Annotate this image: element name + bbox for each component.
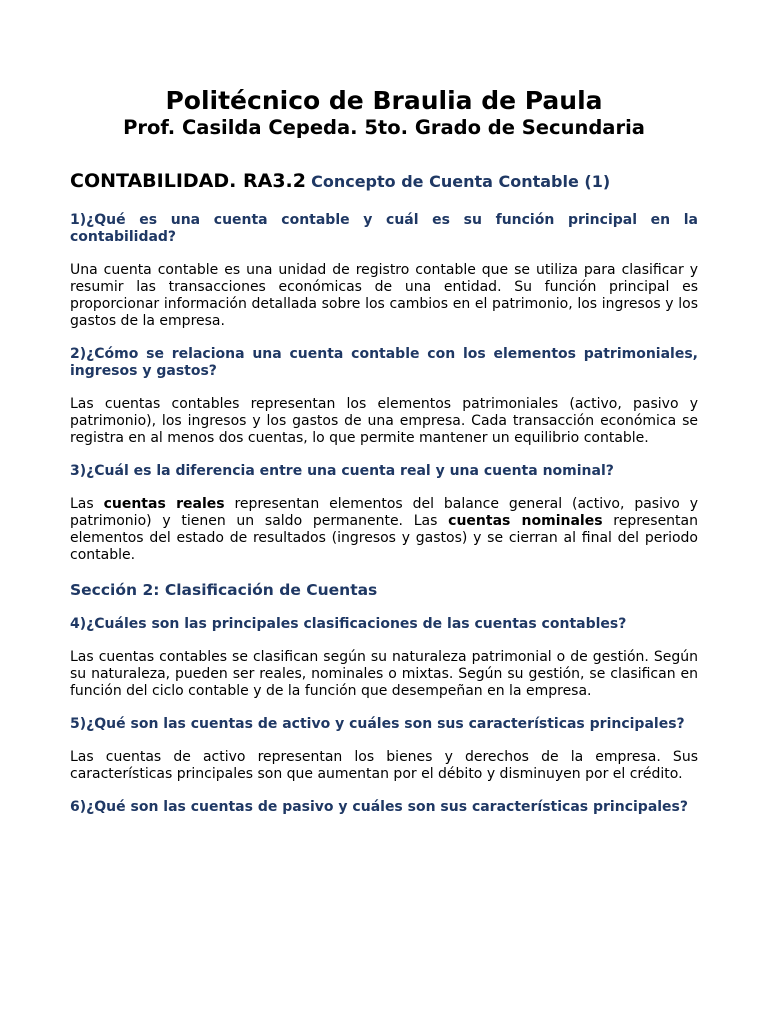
document-subtitle: Prof. Casilda Cepeda. 5to. Grado de Secundaria — [123, 116, 645, 139]
question-6: 6)¿Qué son las cuentas de pasivo y cuáles son sus características principales? — [70, 799, 689, 815]
document-title: Politécnico de Braulia de Paula — [165, 86, 603, 115]
term-cuentas-nominales: cuentas nominales — [448, 513, 603, 529]
answer-2: Las cuentas contables representan los elementos patrimoniales (activo, pasivo y patrimonio), los ingresos y los gastos de una empresa. Cada transacción económica se registra en al menos dos cuentas, lo que permite mantener un equilibrio contable. — [70, 396, 698, 446]
concept-heading: Concepto de Cuenta Contable (1) — [311, 172, 611, 191]
answer-3 — [70, 496, 698, 564]
answer-1: Una cuenta contable es una unidad de registro contable que se utiliza para clasificar y resumir las transacciones económicas de una entidad. Su función principal es proporcionar información detallada sobre los cambios en el patrimonio, los ingresos y los gastos de la empresa. — [70, 262, 698, 329]
subject-heading: CONTABILIDAD. RA3.2 — [70, 170, 306, 192]
question-1: 1)¿Qué es una cuenta contable y cuál es su función principal en la contabilidad? — [70, 212, 698, 245]
answer-3-text-a: Las — [70, 496, 104, 512]
answer-3-text-c: representan elementos del estado de resultados (ingresos y gastos) y se cierran al final del periodo contable. — [70, 513, 698, 563]
answer-4: Las cuentas contables se clasifican según su naturaleza patrimonial o de gestión. Según su naturaleza, pueden ser reales, nominales o mixtas. Según su gestión, se clasifican en función del ciclo contable y de la función que desempeñan en la empresa. — [70, 649, 698, 699]
question-2: 2)¿Cómo se relaciona una cuenta contable con los elementos patrimoniales, ingresos y gastos? — [70, 346, 698, 379]
question-4: 4)¿Cuáles son las principales clasificaciones de las cuentas contables? — [70, 616, 627, 632]
answer-5: Las cuentas de activo representan los bienes y derechos de la empresa. Sus características principales son que aumentan por el débito y disminuyen por el crédito. — [70, 749, 698, 782]
question-3: 3)¿Cuál es la diferencia entre una cuenta real y una cuenta nominal? — [70, 463, 614, 479]
question-5: 5)¿Qué son las cuentas de activo y cuáles son sus características principales? — [70, 716, 685, 732]
term-cuentas-reales: cuentas reales — [103, 496, 225, 512]
section-2-title: Sección 2: Clasificación de Cuentas — [70, 581, 378, 599]
topic-heading — [70, 167, 698, 196]
answer-3-text-b: representan elementos del balance general (activo, pasivo y patrimonio) y tienen un saldo permanente. Las — [70, 496, 698, 529]
